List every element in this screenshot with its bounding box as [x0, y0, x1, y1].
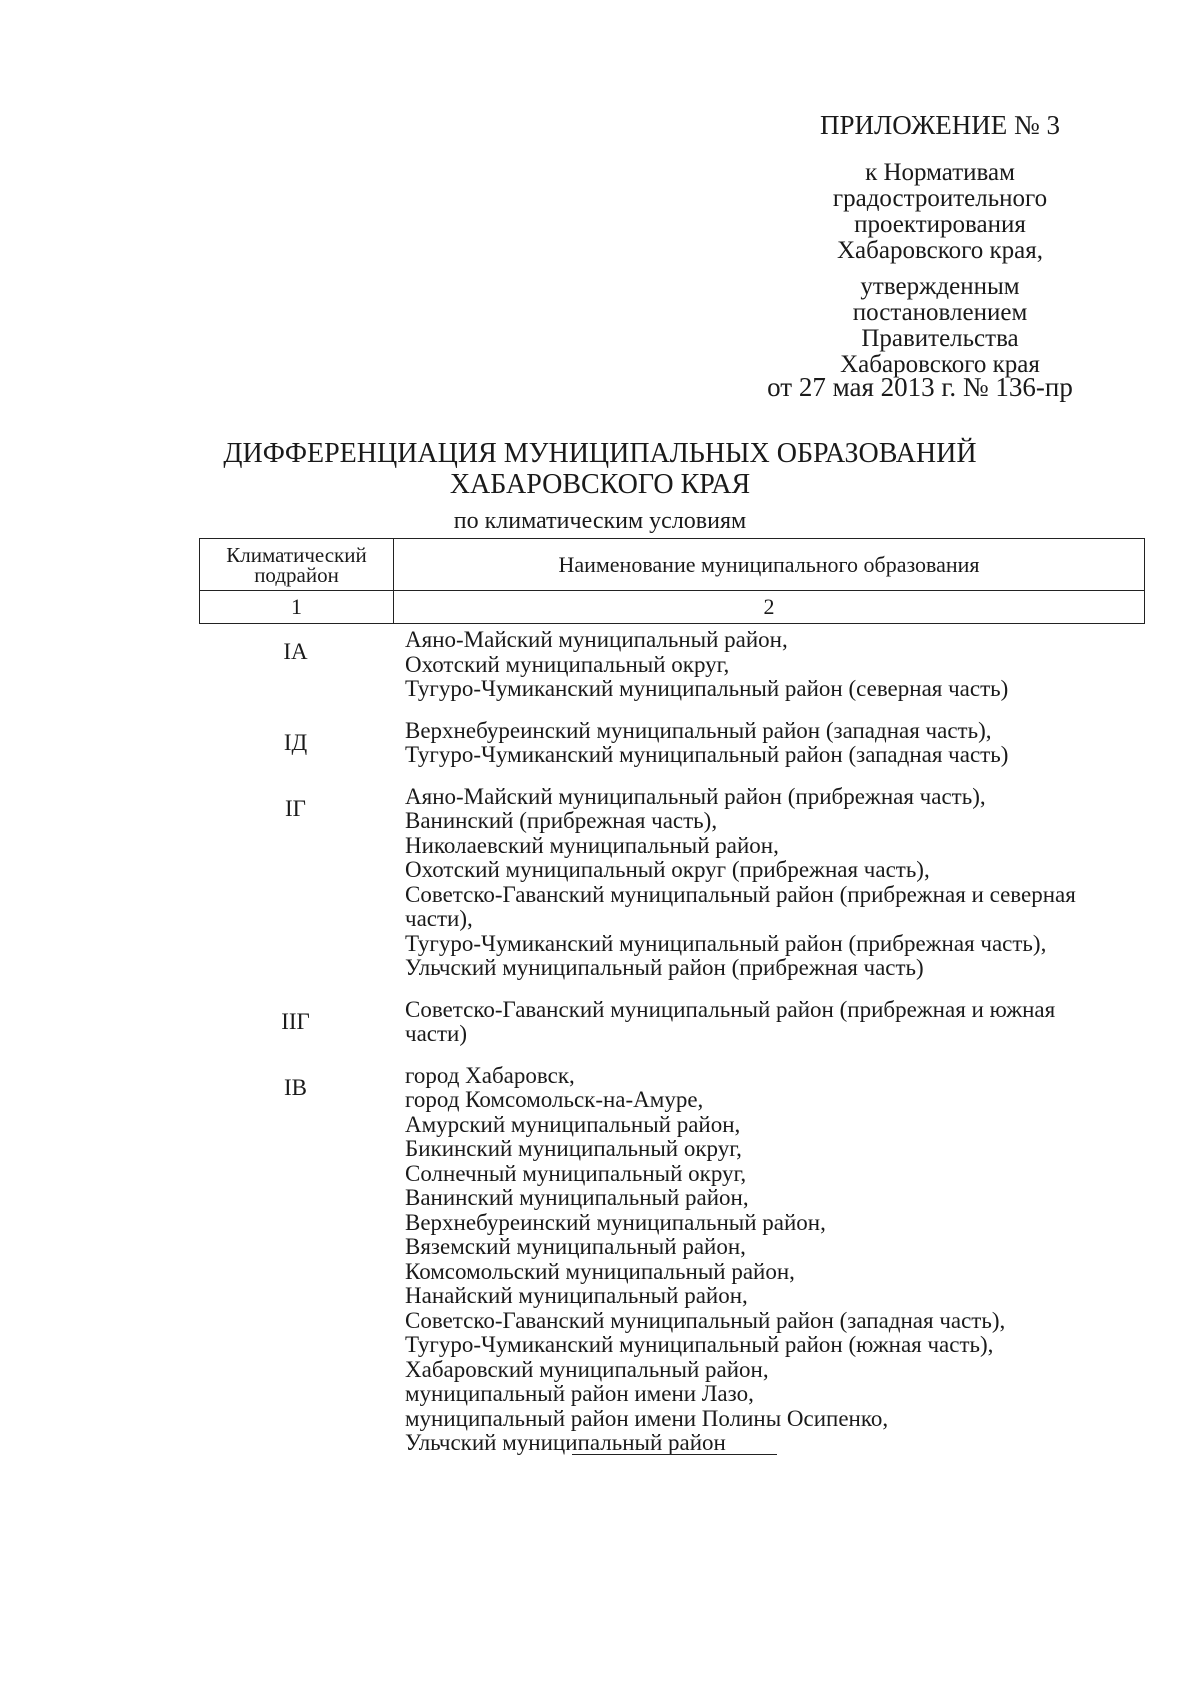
municipality-name: Тугуро-Чумиканский муниципальный район (западная часть)	[405, 742, 1009, 767]
table-header	[199, 538, 1145, 624]
municipality-list	[392, 785, 1145, 981]
appendix-block	[780, 112, 1100, 388]
municipality-name: Ванинский муниципальный район,	[405, 1185, 749, 1210]
document-title-line: ДИФФЕРЕНЦИАЦИЯ МУНИЦИПАЛЬНЫХ ОБРАЗОВАНИЙ	[223, 438, 977, 469]
municipality-name: муниципальный район имени Лазо,	[405, 1381, 754, 1406]
table-row	[199, 1064, 1159, 1456]
appendix-approval	[780, 274, 1100, 378]
subregion-code: IГ	[285, 795, 306, 821]
document-title	[180, 438, 1020, 500]
appendix-approval-line: постановлением	[852, 299, 1028, 326]
municipality-list	[392, 1064, 1145, 1456]
municipality-name: Ванинский (прибрежная часть),	[405, 808, 718, 833]
municipality-name: муниципальный район имени Полины Осипенко,	[405, 1405, 889, 1431]
municipality-name: Николаевский муниципальный район,	[405, 832, 779, 858]
municipality-name: Нанайский муниципальный район,	[405, 1283, 748, 1308]
appendix-approval-line: Хабаровского края	[840, 351, 1040, 378]
column-header-subregion	[200, 539, 394, 591]
municipality-name: Ульчский муниципальный район (прибрежная часть)	[405, 955, 924, 980]
municipality-name: Советско-Гаванский муниципальный район (западная часть),	[405, 1307, 1006, 1333]
column-header-municipality: Наименование муниципального образования	[394, 539, 1145, 591]
municipality-list	[392, 998, 1145, 1047]
municipality-name: части),	[405, 906, 473, 931]
municipality-name: Амурский муниципальный район,	[405, 1111, 741, 1137]
table-column-number-row	[200, 591, 1145, 624]
table-row	[199, 628, 1159, 702]
municipality-list	[392, 719, 1145, 768]
appendix-date: от 27 мая 2013 г. № 136-пр	[767, 372, 1073, 402]
municipality-name: Солнечный муниципальный округ,	[405, 1160, 747, 1186]
appendix-reference-line: к Нормативам	[865, 159, 1015, 186]
column-header-line: подрайон	[254, 562, 339, 587]
appendix-reference-line: проектирования	[854, 211, 1026, 238]
column-number: 1	[200, 591, 394, 624]
appendix-reference-line: градостроительного	[832, 185, 1048, 212]
appendix-approval-line: утвержденным	[860, 273, 1020, 300]
municipality-name: части)	[405, 1021, 468, 1046]
table-row	[199, 719, 1159, 768]
appendix-approval-line: Правительства	[861, 325, 1019, 352]
municipality-name: Тугуро-Чумиканский муниципальный район (северная часть)	[405, 676, 1009, 701]
municipality-name: Бикинский муниципальный округ,	[405, 1136, 742, 1161]
municipality-name: Хабаровский муниципальный район,	[405, 1356, 769, 1382]
appendix-reference-line: Хабаровского края,	[837, 237, 1043, 264]
table-row	[199, 785, 1159, 981]
subregion-code: IВ	[284, 1074, 307, 1100]
table-header-row	[200, 539, 1145, 591]
subregion-code: IIГ	[281, 1008, 310, 1034]
document-subtitle: по климатическим условиям	[453, 508, 747, 534]
table-row	[199, 998, 1159, 1047]
municipality-name: Вяземский муниципальный район,	[405, 1234, 746, 1259]
municipality-name: Верхнебуреинский муниципальный район (западная часть),	[405, 717, 992, 743]
appendix-title: ПРИЛОЖЕНИЕ № 3	[819, 110, 1061, 140]
municipality-name: Комсомольский муниципальный район,	[405, 1258, 795, 1284]
subregion-code: IА	[283, 639, 308, 664]
municipality-name: Ульчский муниципальный район	[405, 1430, 726, 1455]
municipality-name: Советско-Гаванский муниципальный район (прибрежная и южная	[405, 996, 1056, 1022]
municipality-name: город Комсомольск-на-Амуре,	[405, 1087, 704, 1112]
table-body	[199, 628, 1159, 1473]
document-title-line: ХАБАРОВСКОГО КРАЯ	[449, 469, 751, 500]
subregion-code: IД	[283, 729, 308, 755]
municipality-name: Тугуро-Чумиканский муниципальный район (южная часть),	[405, 1332, 994, 1357]
municipality-name: Охотский муниципальный округ,	[405, 651, 730, 677]
end-divider	[572, 1454, 777, 1455]
municipality-name: Верхнебуреинский муниципальный район,	[405, 1209, 826, 1235]
municipality-name: Советско-Гаванский муниципальный район (прибрежная и северная	[405, 881, 1076, 907]
column-header-line: Климатический	[226, 542, 367, 567]
municipality-name: Аяно-Майский муниципальный район (прибрежная часть),	[405, 783, 986, 809]
municipality-name: Тугуро-Чумиканский муниципальный район (прибрежная часть),	[405, 930, 1047, 956]
municipality-name: город Хабаровск,	[405, 1062, 575, 1088]
municipality-name: Охотский муниципальный округ (прибрежная часть),	[405, 857, 930, 882]
column-number: 2	[394, 591, 1145, 624]
municipality-list	[392, 628, 1145, 702]
appendix-reference	[780, 160, 1100, 264]
municipality-name: Аяно-Майский муниципальный район,	[405, 627, 788, 652]
